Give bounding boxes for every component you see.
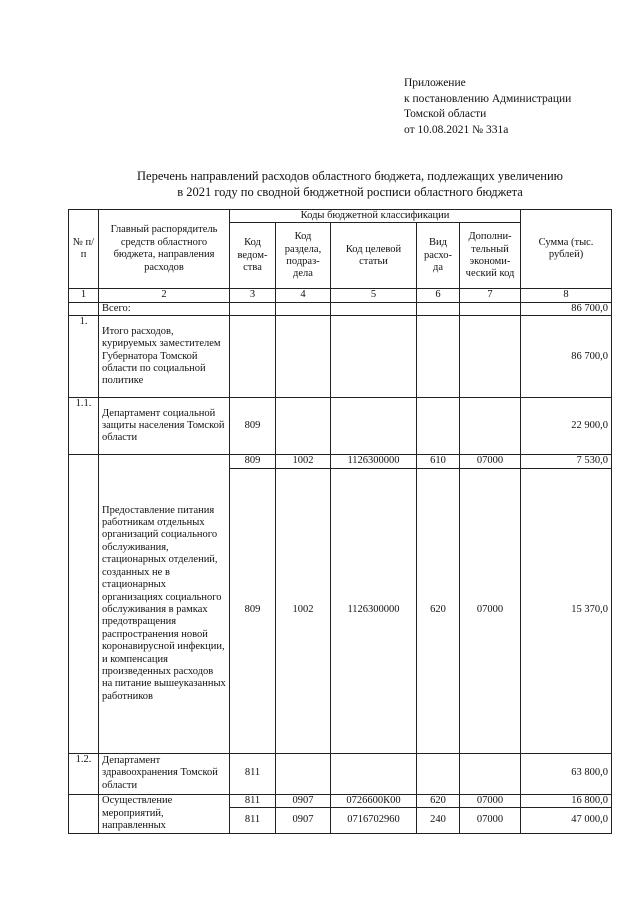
row-type: 620 — [417, 794, 460, 807]
column-number: 7 — [460, 289, 521, 302]
row-num — [69, 302, 99, 315]
column-number: 5 — [331, 289, 417, 302]
column-number: 1 — [69, 289, 99, 302]
document-title — [60, 168, 640, 200]
row-sum: 63 800,0 — [521, 753, 612, 794]
row-sum: 16 800,0 — [521, 794, 612, 807]
column-number: 4 — [276, 289, 331, 302]
table-row — [69, 794, 612, 807]
header-dept: Код ведом-ства — [230, 223, 276, 289]
row-section: 1002 — [276, 455, 331, 468]
row-target — [331, 316, 417, 398]
table-row — [69, 316, 612, 398]
row-econ — [460, 302, 521, 315]
row-num: 1.2. — [69, 753, 99, 794]
title-line-1: Перечень направлений расходов областного бюджета, подлежащих увеличению — [137, 169, 563, 183]
row-econ: 07000 — [460, 468, 521, 753]
row-econ — [460, 316, 521, 398]
row-num — [69, 794, 99, 833]
row-num: 1.1. — [69, 398, 99, 455]
row-sum: 15 370,0 — [521, 468, 612, 753]
row-name: Осуществление мероприятий, направленных — [99, 794, 230, 833]
column-number: 6 — [417, 289, 460, 302]
row-econ — [460, 398, 521, 455]
header-target: Код целевой статьи — [331, 223, 417, 289]
row-econ — [460, 753, 521, 794]
header-sum: Сумма (тыс. рублей) — [521, 210, 612, 289]
row-dept — [230, 302, 276, 315]
row-section: 1002 — [276, 468, 331, 753]
row-type — [417, 316, 460, 398]
row-type — [417, 302, 460, 315]
header-num: № п/п — [69, 210, 99, 289]
row-type: 620 — [417, 468, 460, 753]
row-target — [331, 753, 417, 794]
row-dept: 811 — [230, 808, 276, 834]
row-type — [417, 398, 460, 455]
column-number: 8 — [521, 289, 612, 302]
expenses-table — [68, 209, 612, 834]
row-type — [417, 753, 460, 794]
column-number: 2 — [99, 289, 230, 302]
row-sum: 47 000,0 — [521, 808, 612, 834]
row-sum: 86 700,0 — [521, 316, 612, 398]
row-econ: 07000 — [460, 455, 521, 468]
table-row-total — [69, 302, 612, 315]
row-sum: 86 700,0 — [521, 302, 612, 315]
appendix-line-2: к постановлению Администрации — [404, 92, 572, 105]
row-econ: 07000 — [460, 808, 521, 834]
row-name: Департамент здравоохранения Томской области — [99, 753, 230, 794]
row-section — [276, 302, 331, 315]
row-target: 0726600К00 — [331, 794, 417, 807]
row-target — [331, 302, 417, 315]
row-dept: 811 — [230, 794, 276, 807]
row-dept: 809 — [230, 455, 276, 468]
title-line-2: в 2021 году по сводной бюджетной росписи областного бюджета — [177, 185, 523, 199]
row-name: Итого расходов, курируемых заместителем Губернатора Томской области по социальной политике — [99, 316, 230, 398]
row-num — [69, 455, 99, 753]
table-row — [69, 753, 612, 794]
header-section: Код раздела, подраз-дела — [276, 223, 331, 289]
appendix-block — [404, 76, 571, 138]
header-name: Главный распорядитель средств областного бюджета, направления расходов — [99, 210, 230, 289]
row-name: Департамент социальной защиты населения Томской области — [99, 398, 230, 455]
row-section — [276, 753, 331, 794]
row-name: Всего: — [99, 302, 230, 315]
row-target: 0716702960 — [331, 808, 417, 834]
row-sum: 7 530,0 — [521, 455, 612, 468]
table-row — [69, 398, 612, 455]
row-type: 240 — [417, 808, 460, 834]
row-section: 0907 — [276, 808, 331, 834]
appendix-line-1: Приложение — [404, 77, 466, 89]
row-name: Предоставление питания работникам отдельных организаций социального обслуживания, стационарных отделений, созданных не в стационарных организациях социального обслуживания в рамках предотвращения распространения новой коронавирусной инфекции, и компенсация произведенных расходов на питание вышеуказанных работников — [99, 455, 230, 753]
row-section — [276, 316, 331, 398]
row-target — [331, 398, 417, 455]
table-row — [69, 455, 612, 468]
column-number: 3 — [230, 289, 276, 302]
row-type: 610 — [417, 455, 460, 468]
row-sum: 22 900,0 — [521, 398, 612, 455]
column-numbers-row — [69, 289, 612, 302]
row-dept: 809 — [230, 468, 276, 753]
row-section: 0907 — [276, 794, 331, 807]
row-dept: 811 — [230, 753, 276, 794]
row-dept — [230, 316, 276, 398]
row-num: 1. — [69, 316, 99, 398]
row-econ: 07000 — [460, 794, 521, 807]
header-type: Вид расхо-да — [417, 223, 460, 289]
row-section — [276, 398, 331, 455]
header-codes: Коды бюджетной классификации — [230, 210, 521, 223]
row-target: 1126300000 — [331, 468, 417, 753]
row-target: 1126300000 — [331, 455, 417, 468]
appendix-line-4: от 10.08.2021 № 331а — [404, 123, 509, 136]
appendix-line-3: Томской области — [404, 108, 487, 120]
header-econ: Дополни-тельный экономи-ческий код — [460, 223, 521, 289]
row-dept: 809 — [230, 398, 276, 455]
